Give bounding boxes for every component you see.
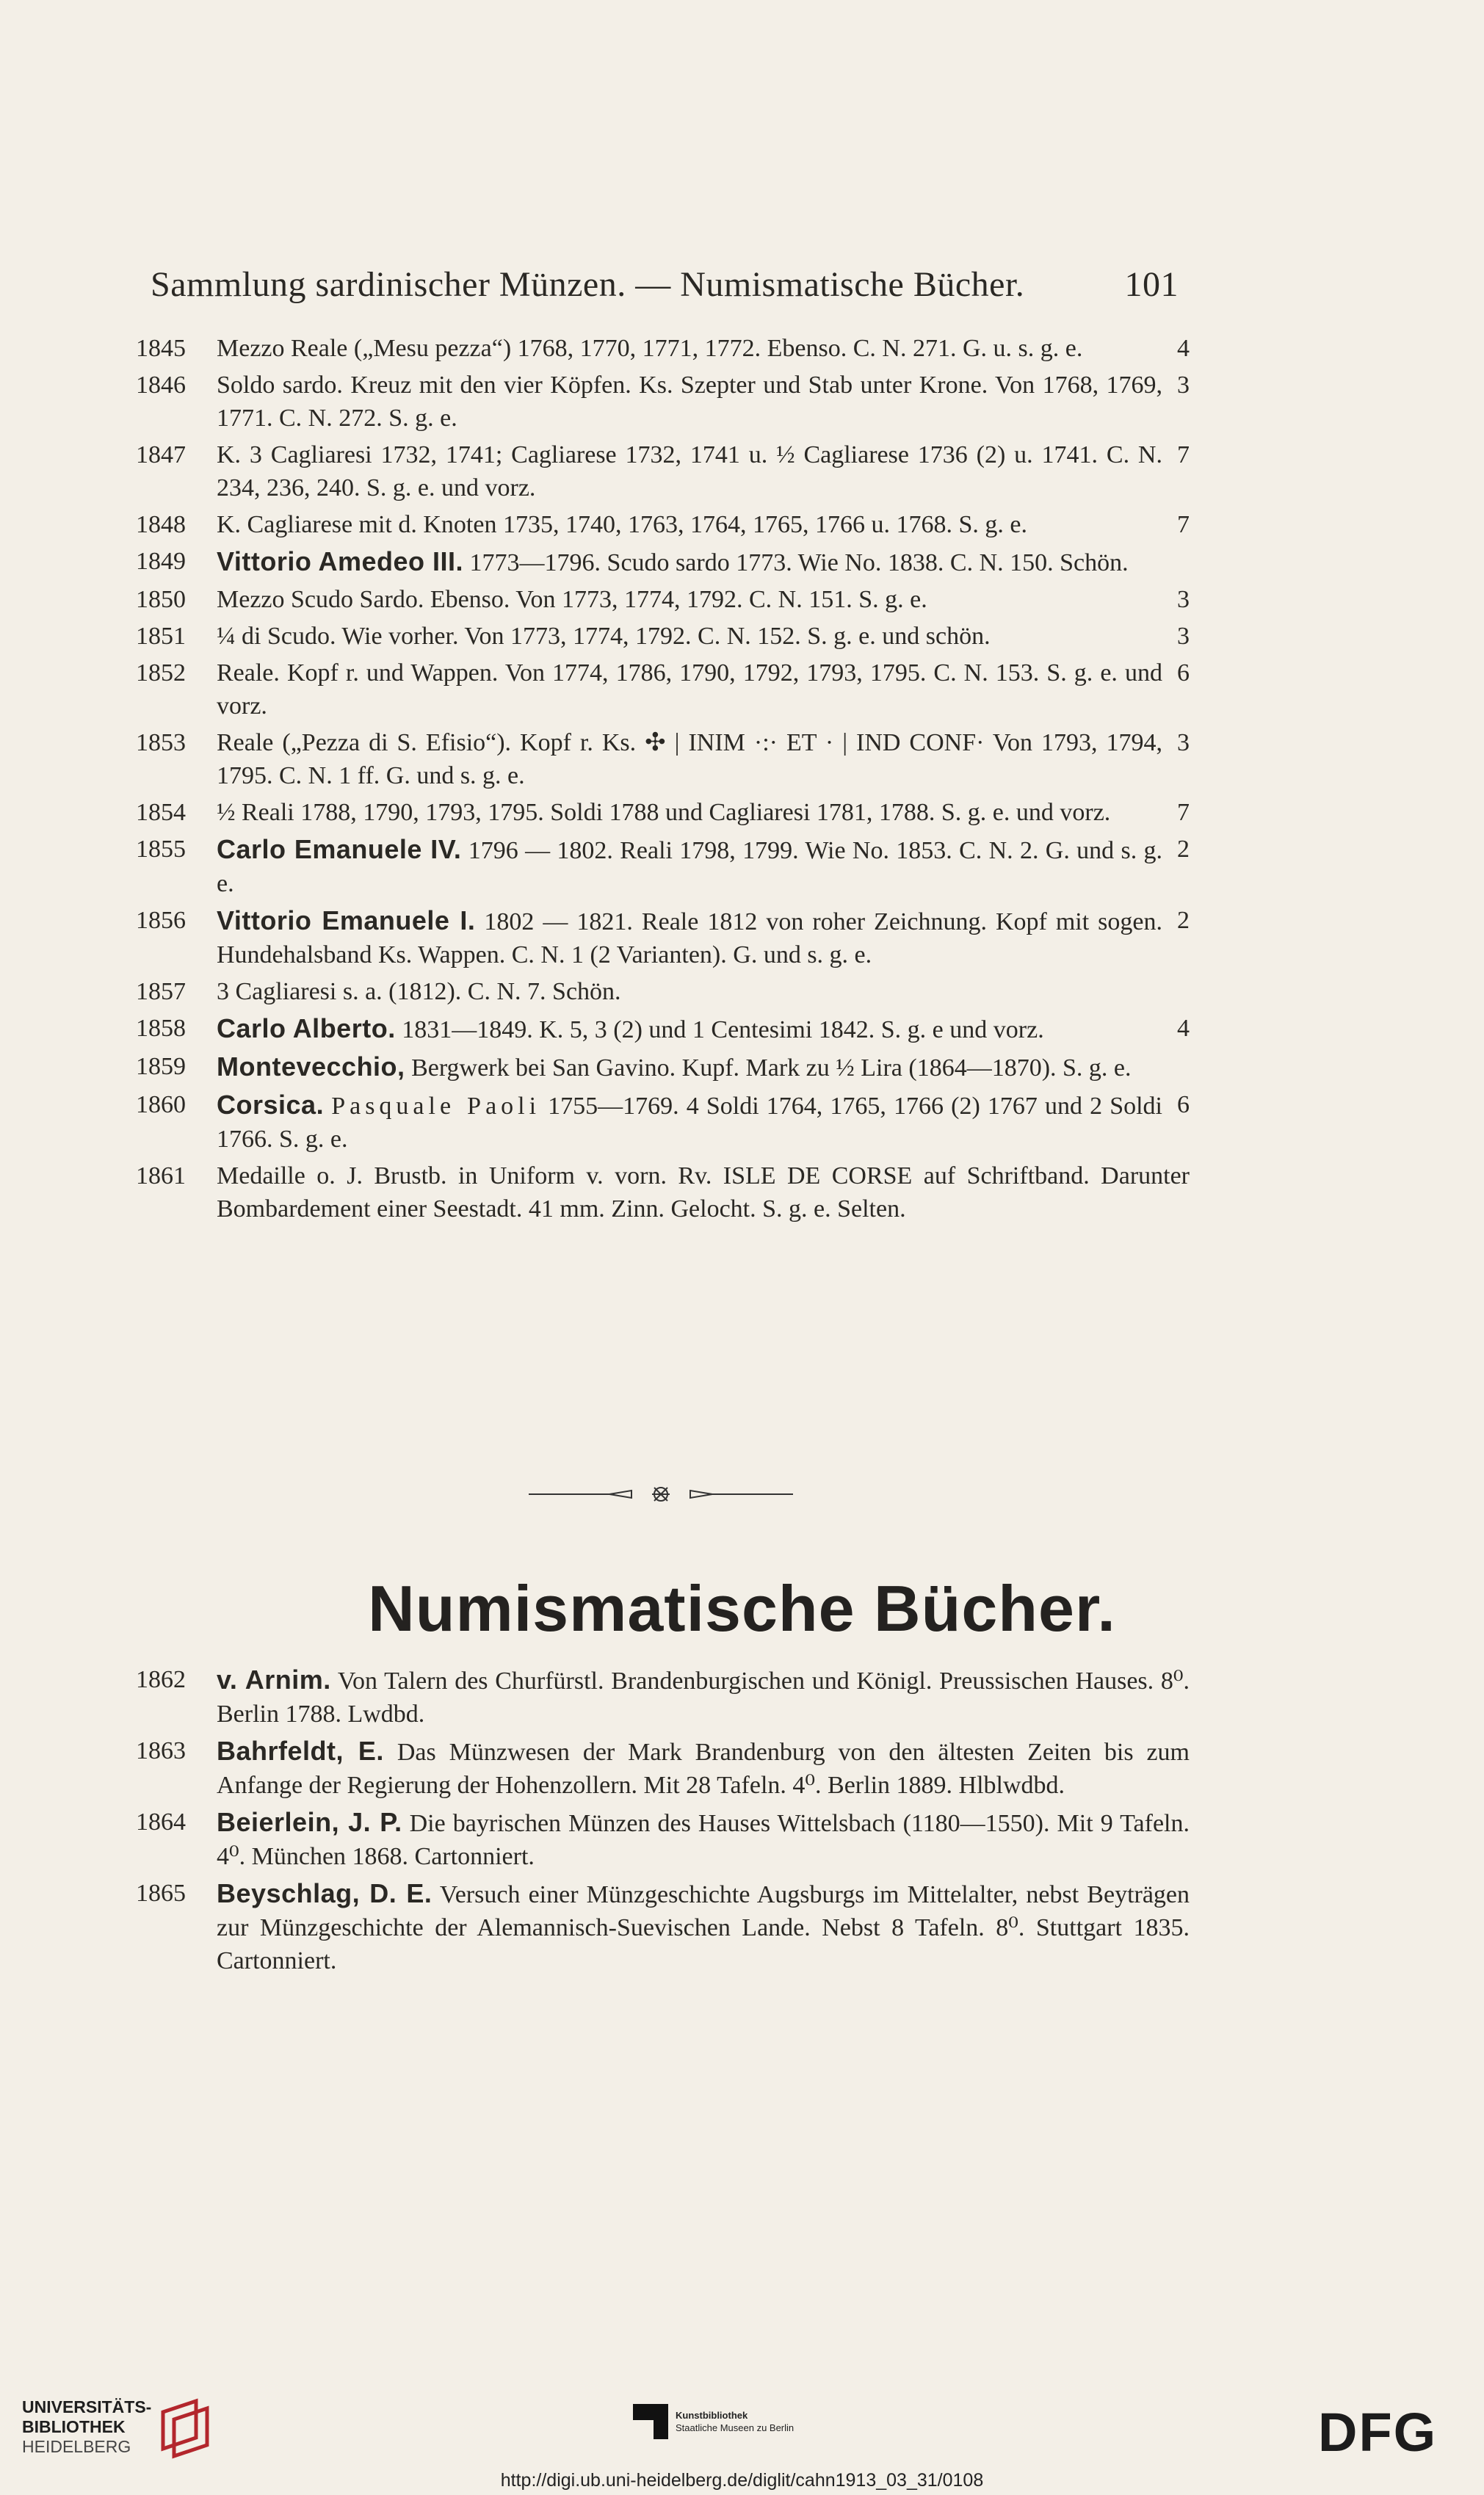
entries-entry xyxy=(132,545,1190,579)
lot-number: 1846 xyxy=(136,372,186,399)
price-value: 2 xyxy=(1177,836,1190,863)
lot-number: 1847 xyxy=(136,441,186,468)
entry-text: 1802 — 1821. Reale 1812 von roher Zeichnung. Kopf mit sogen. Hundehalsband Ks. Wappen. C. N. 1 (2 Varianten). G. und s. g. e. xyxy=(217,908,1162,968)
entry-description xyxy=(209,975,1190,1008)
entry-description xyxy=(209,1159,1190,1225)
entry-name: Montevecchio, xyxy=(217,1051,405,1082)
library-emblem-icon xyxy=(156,2397,214,2463)
coin-catalog-list xyxy=(132,332,1190,1229)
entry-text: Soldo sardo. Kreuz mit den vier Köpfen. Ks. Szepter und Stab unter Krone. Von 1768, 1769, 1771. C. N. 272. S. g. e. xyxy=(217,372,1162,432)
entry-description xyxy=(209,1734,1190,1802)
books-entry xyxy=(132,1877,1190,1977)
lot-number: 1850 xyxy=(136,586,186,613)
entries-entry xyxy=(132,796,1190,829)
entries-entry xyxy=(132,369,1190,435)
lot-number: 1857 xyxy=(136,978,186,1005)
entry-description xyxy=(209,726,1190,792)
price-value: 3 xyxy=(1177,586,1190,613)
price-value: 4 xyxy=(1177,1015,1190,1042)
price-value: 6 xyxy=(1177,659,1190,687)
entry-name: Beierlein, J. P. xyxy=(217,1807,402,1837)
entry-text: 1831—1849. K. 5, 3 (2) und 1 Centesimi 1842. S. g. e und vorz. xyxy=(402,1016,1044,1043)
price-value: 7 xyxy=(1177,511,1190,538)
entry-text: K. 3 Cagliaresi 1732, 1741; Cagliarese 1732, 1741 u. ½ Cagliarese 1736 (2) u. 1741. C. N. 234, 236, 240. S. g. e. und vorz. xyxy=(217,441,1162,501)
entry-description xyxy=(209,1012,1190,1046)
lot-number: 1864 xyxy=(136,1808,186,1836)
entry-text: Versuch einer Münzgeschichte Augsburgs im Mittelalter, nebst Beyträgen zur Münzgeschichte der Alemannisch-Suevischen Lande. Nebst 8 Tafeln. 8⁰. Stuttgart 1835. Cartonniert. xyxy=(217,1881,1190,1974)
entry-text: Mezzo Scudo Sardo. Ebenso. Von 1773, 1774, 1792. C. N. 151. S. g. e. xyxy=(217,586,927,613)
entry-description xyxy=(209,545,1190,579)
lot-number: 1854 xyxy=(136,799,186,826)
entry-text: Medaille o. J. Brustb. in Uniform v. vorn. Rv. ISLE DE CORSE auf Schriftband. Darunter Bombardement einer Seestadt. 41 mm. Zinn. Gelocht. S. g. e. Selten. xyxy=(217,1162,1190,1223)
entry-text: Von Talern des Churfürstl. Brandenburgischen und Königl. Preussischen Hauses. 8⁰. Berlin 1788. Lwdbd. xyxy=(217,1667,1190,1728)
entry-description xyxy=(209,1663,1190,1731)
entry-description xyxy=(209,1050,1190,1084)
entries-entry xyxy=(132,438,1190,504)
entry-description xyxy=(209,1877,1190,1977)
entry-text: Bergwerk bei San Gavino. Kupf. Mark zu ½ Lira (1864—1870). S. g. e. xyxy=(411,1054,1132,1082)
lot-number: 1858 xyxy=(136,1015,186,1042)
entry-description xyxy=(209,332,1190,365)
lot-number: 1865 xyxy=(136,1880,186,1907)
entry-name: v. Arnim. xyxy=(217,1665,331,1695)
entries-entry xyxy=(132,726,1190,792)
lot-number: 1848 xyxy=(136,511,186,538)
entry-text: Die bayrischen Münzen des Hauses Wittelsbach (1180—1550). Mit 9 Tafeln. 4⁰. München 1868. Cartonniert. xyxy=(217,1810,1190,1870)
price-value: 7 xyxy=(1177,441,1190,468)
lot-number: 1855 xyxy=(136,836,186,863)
kunstbibliothek-logo xyxy=(631,2402,794,2441)
entry-text: K. Cagliarese mit d. Knoten 1735, 1740, 1763, 1764, 1765, 1766 u. 1768. S. g. e. xyxy=(217,511,1027,538)
entry-name: Corsica. xyxy=(217,1090,325,1120)
entries-entry xyxy=(132,904,1190,971)
ornament-icon xyxy=(529,1483,793,1505)
entry-description xyxy=(209,1088,1190,1156)
lot-number: 1860 xyxy=(136,1091,186,1118)
entry-description xyxy=(209,369,1190,435)
entry-name: Beyschlag, D. E. xyxy=(217,1878,432,1908)
entry-description xyxy=(209,904,1190,971)
entry-name: Carlo Alberto. xyxy=(217,1013,396,1043)
entries-entry xyxy=(132,656,1190,723)
entry-name: Vittorio Emanuele I. xyxy=(217,905,476,935)
source-url-link[interactable]: http://digi.ub.uni-heidelberg.de/diglit/cahn1913_03_31/0108 xyxy=(500,2470,984,2491)
entries-entry xyxy=(132,583,1190,616)
entries-entry xyxy=(132,833,1190,900)
book-list xyxy=(132,1663,1190,1981)
books-entry xyxy=(132,1806,1190,1873)
entry-text: 1773—1796. Scudo sardo 1773. Wie No. 1838. C. N. 150. Schön. xyxy=(469,549,1129,576)
entries-entry xyxy=(132,1012,1190,1046)
entry-description xyxy=(209,508,1190,541)
entry-text: ½ Reali 1788, 1790, 1793, 1795. Soldi 1788 und Cagliaresi 1781, 1788. S. g. e. und vorz. xyxy=(217,799,1111,826)
dfg-logo: DFG xyxy=(1318,2402,1438,2463)
page-number: 101 xyxy=(1124,265,1179,304)
library-line-1: UNIVERSITÄTS- xyxy=(22,2397,152,2416)
lot-number: 1856 xyxy=(136,907,186,934)
library-line-2: BIBLIOTHEK xyxy=(22,2417,126,2436)
entries-entry xyxy=(132,1159,1190,1225)
entries-entry xyxy=(132,508,1190,541)
lot-number: 1863 xyxy=(136,1737,186,1764)
entry-name: Vittorio Amedeo III. xyxy=(217,546,464,576)
price-value: 2 xyxy=(1177,907,1190,934)
entry-name: Carlo Emanuele IV. xyxy=(217,834,462,864)
university-library-logo xyxy=(22,2397,214,2463)
lot-number: 1851 xyxy=(136,623,186,650)
books-entry xyxy=(132,1663,1190,1731)
entries-entry xyxy=(132,1050,1190,1084)
price-value: 7 xyxy=(1177,799,1190,826)
books-entry xyxy=(132,1734,1190,1802)
kunst-line-2: Staatliche Museen zu Berlin xyxy=(676,2422,795,2433)
entry-text: 1755—1769. 4 Soldi 1764, 1765, 1766 (2) 1767 und 2 Soldi 1766. S. g. e. xyxy=(217,1093,1163,1153)
entry-text: 3 Cagliaresi s. a. (1812). C. N. 7. Schön. xyxy=(217,978,621,1005)
lot-number: 1853 xyxy=(136,729,186,756)
lot-number: 1862 xyxy=(136,1666,186,1693)
lot-number: 1849 xyxy=(136,548,186,575)
lot-number: 1852 xyxy=(136,659,186,687)
lot-number: 1845 xyxy=(136,335,186,362)
entry-name: Bahrfeldt, E. xyxy=(217,1736,384,1766)
ornament-divider xyxy=(529,1483,793,1505)
entry-description xyxy=(209,438,1190,504)
entry-description xyxy=(209,1806,1190,1873)
section-heading: Numismatische Bücher. xyxy=(368,1572,1116,1645)
entry-description xyxy=(209,620,1190,653)
entry-text: Das Münzwesen der Mark Brandenburg von den ältesten Zeiten bis zum Anfange der Regierung der Hohenzollern. Mit 28 Tafeln. 4⁰. Berlin 1889. Hlblwdbd. xyxy=(217,1739,1190,1799)
price-value: 6 xyxy=(1177,1091,1190,1118)
entries-entry xyxy=(132,975,1190,1008)
price-value: 4 xyxy=(1177,335,1190,362)
entries-entry xyxy=(132,1088,1190,1156)
kunst-line-1: Kunstbibliothek xyxy=(676,2410,748,2421)
entry-description xyxy=(209,656,1190,723)
entry-description xyxy=(209,796,1190,829)
price-value: 3 xyxy=(1177,372,1190,399)
price-value: 3 xyxy=(1177,623,1190,650)
library-line-3: HEIDELBERG xyxy=(22,2437,131,2456)
entry-text: ¼ di Scudo. Wie vorher. Von 1773, 1774, 1792. C. N. 152. S. g. e. und schön. xyxy=(217,623,991,650)
lot-number: 1861 xyxy=(136,1162,186,1189)
price-value: 3 xyxy=(1177,729,1190,756)
entry-description xyxy=(209,833,1190,900)
entry-text: Mezzo Reale („Mesu pezza“) 1768, 1770, 1771, 1772. Ebenso. C. N. 271. G. u. s. g. e. xyxy=(217,335,1083,362)
running-title: Sammlung sardinischer Münzen. — Numismatische Bücher. xyxy=(151,265,1025,304)
page-header xyxy=(151,264,1179,305)
entry-text: 1796 — 1802. Reali 1798, 1799. Wie No. 1853. C. N. 2. G. und s. g. e. xyxy=(217,837,1163,897)
kunstbibliothek-emblem-icon xyxy=(631,2402,670,2441)
entries-entry xyxy=(132,332,1190,365)
entry-ruler-name: Pasquale Paoli xyxy=(331,1093,541,1120)
entry-description xyxy=(209,583,1190,616)
lot-number: 1859 xyxy=(136,1053,186,1080)
entry-text: Reale. Kopf r. und Wappen. Von 1774, 1786, 1790, 1792, 1793, 1795. C. N. 153. S. g. e. und vorz. xyxy=(217,659,1162,720)
entries-entry xyxy=(132,620,1190,653)
entry-text: Reale („Pezza di S. Efisio“). Kopf r. Ks. ✣ | INIM ·:· ET · | IND CONF· Von 1793, 1794, 1795. C. N. 1 ff. G. und s. g. e. xyxy=(217,729,1162,789)
